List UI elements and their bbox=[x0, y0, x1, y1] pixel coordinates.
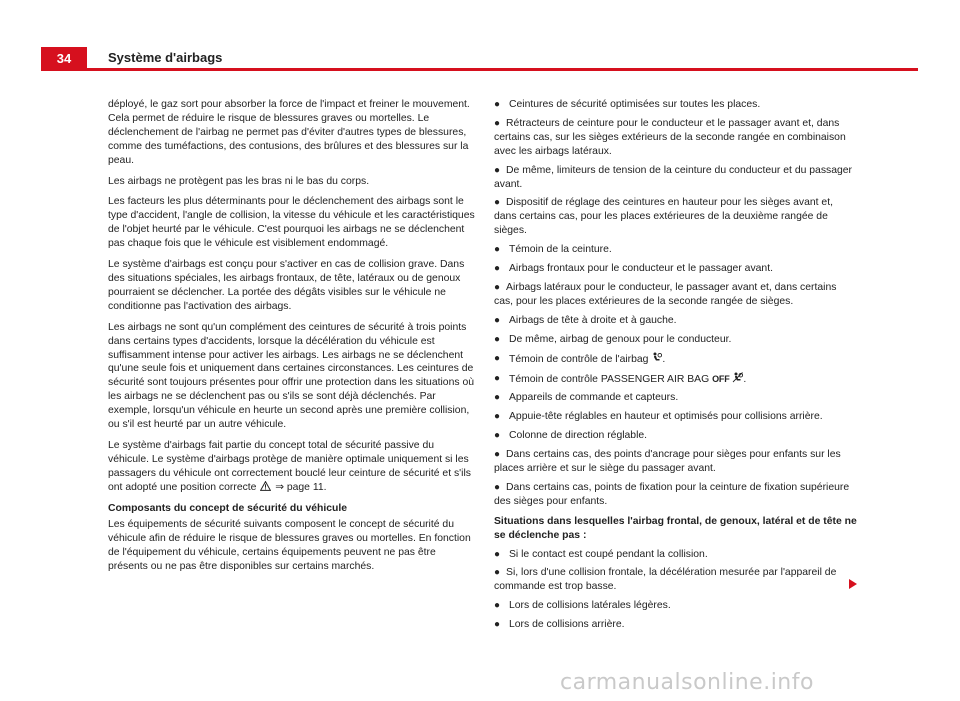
paragraph: Les airbags ne sont qu'un complément des ceintures de sécurité à trois points dans certains types d'accidents, lorsque la décélération du véhicule est suffisamment intense pour activer les airbags. Les airbags ne se déclenchent qu'une seule fois et uniquement dans certaines circonstances. Les ceintures de sécurité sont toujours présentes pour offrir une protection dans les situations où les airbags ne se déclenchent pas ou s'ils se sont déjà déclenchés. Par exemple, lorsqu'un véhicule en heurte un second après une première collision, ou s'il est heurté par un autre véhicule. bbox=[108, 321, 475, 431]
list-item: ● Dans certains cas, des points d'ancrage pour sièges pour enfants sur les places arrière et sur le siège du passager avant. bbox=[494, 449, 841, 475]
continue-arrow-icon bbox=[849, 579, 857, 589]
bullet-icon: ● bbox=[494, 333, 501, 345]
airbag-warning-icon bbox=[651, 352, 662, 363]
list-item: ● Si, lors d'une collision frontale, la décélération mesurée par l'appareil de commande est trop basse. bbox=[494, 567, 837, 593]
list-item: ● Lors de collisions latérales légères. bbox=[494, 600, 671, 612]
bullet-icon: ● bbox=[494, 244, 501, 256]
list-item: ● Dans certains cas, points de fixation pour la ceinture de fixation supérieure des sièges pour enfants. bbox=[494, 481, 850, 507]
list-item: ● Airbags de tête à droite et à gauche. bbox=[494, 314, 677, 326]
bullet-icon: ● bbox=[494, 548, 501, 560]
list-item: ● De même, airbag de genoux pour le conducteur. bbox=[494, 333, 732, 345]
paragraph-text: Le système d'airbags fait partie du concept total de sécurité passive du véhicule. Le système d'airbags protège de manière optimale uniquement si les passagers du véhicule ont correctement bouclé leur ceinture de sécurité et s'ils ont adopté une position correcte bbox=[108, 439, 471, 493]
list-item: ● Rétracteurs de ceinture pour le conducteur et le passager avant et, dans certains cas, sur les sièges extérieurs de la seconde rangée en combinaison avec les airbags latéraux. bbox=[494, 117, 846, 157]
passenger-airbag-off-icon bbox=[732, 372, 743, 383]
bullet-icon: ● bbox=[494, 430, 501, 442]
section-title: Système d'airbags bbox=[108, 50, 223, 65]
bullet-icon: ● bbox=[494, 600, 501, 612]
list-item: ● Appuie-tête réglables en hauteur et optimisés pour collisions arrière. bbox=[494, 411, 823, 423]
paragraph: Les équipements de sécurité suivants composent le concept de sécurité du véhicule afin de réduire le risque de blessures graves ou mortelles. En fonction de l'équipement du véhicule, certains équipements peuvent ne pas être présents ou ne pas être disponibles sur certains marchés. bbox=[108, 519, 471, 573]
watermark: carmanualsonline.info bbox=[560, 670, 814, 695]
list-item-airbag-light: ● Témoin de contrôle de l'airbag . bbox=[494, 352, 666, 365]
bold-heading: Situations dans lesquelles l'airbag frontal, de genoux, latéral et de tête ne se déclenche pas : bbox=[494, 515, 857, 541]
bullet-icon: ● bbox=[494, 372, 501, 384]
bullet-icon: ● bbox=[494, 567, 501, 579]
list-item: ● Si le contact est coupé pendant la collision. bbox=[494, 548, 708, 560]
off-label: OFF bbox=[712, 373, 730, 384]
list-item: ● Airbags frontaux pour le conducteur et le passager avant. bbox=[494, 263, 773, 275]
bullet-icon: ● bbox=[494, 197, 501, 209]
list-item-passenger-airbag-light: ● Témoin de contrôle PASSENGER AIR BAG OFF . bbox=[494, 372, 747, 385]
bullet-icon: ● bbox=[494, 164, 501, 176]
page-number-badge bbox=[41, 47, 87, 71]
page-reference-link[interactable]: ⇒ page 11. bbox=[275, 481, 327, 493]
page-header bbox=[0, 0, 960, 72]
bullet-icon: ● bbox=[494, 449, 501, 461]
list-item: ● Appareils de commande et capteurs. bbox=[494, 392, 679, 404]
list-item: ● De même, limiteurs de tension de la ceinture du conducteur et du passager avant. bbox=[494, 164, 853, 190]
list-item: ● Ceintures de sécurité optimisées sur toutes les places. bbox=[494, 99, 761, 110]
paragraph: déployé, le gaz sort pour absorber la force de l'impact et freiner le mouvement. Cela permet de réduire le risque de blessures graves ou mortelles. Le déclenchement de l'airbag ne permet pas d'éviter d'autres types de blessures, comme des tuméfactions, des contusions, des brûlures et des blessures sur la peau. bbox=[108, 99, 470, 166]
right-column bbox=[494, 98, 858, 637]
list-item: ● Colonne de direction réglable. bbox=[494, 430, 648, 442]
list-item: ● Lors de collisions arrière. bbox=[494, 619, 625, 631]
list-item: ● Dispositif de réglage des ceintures en hauteur pour les sièges avant et, dans certains cas, pour les places extérieures de la deuxième rangée de sièges. bbox=[494, 197, 833, 237]
page-number: 34 bbox=[56, 51, 72, 66]
subheading: Composants du concept de sécurité du véhicule bbox=[108, 502, 348, 514]
list-item: ● Airbags latéraux pour le conducteur, le passager avant et, dans certains cas, pour les places extérieures de la seconde rangée de sièges. bbox=[494, 281, 837, 307]
bullet-icon: ● bbox=[494, 281, 501, 293]
bullet-icon: ● bbox=[494, 411, 501, 423]
component-list bbox=[494, 98, 858, 509]
paragraph: Les airbags ne protègent pas les bras ni le bas du corps. bbox=[108, 175, 370, 187]
paragraph: Les facteurs les plus déterminants pour le déclenchement des airbags sont le type d'accident, l'angle de collision, la vitesse du véhicule et les caractéristiques de l'objet heurté par le véhicule. C'est pourquoi les airbags ne se déclenchent pas chaque fois que le véhicule est visiblement endommagé. bbox=[108, 196, 475, 250]
left-column bbox=[108, 98, 476, 581]
non-deployment-list bbox=[494, 548, 858, 633]
header-rule bbox=[87, 68, 918, 71]
bullet-icon: ● bbox=[494, 481, 501, 493]
bullet-icon: ● bbox=[494, 392, 501, 404]
list-item: ● Témoin de la ceinture. bbox=[494, 244, 612, 256]
bullet-icon: ● bbox=[494, 99, 501, 110]
bullet-icon: ● bbox=[494, 117, 501, 129]
bullet-icon: ● bbox=[494, 314, 501, 326]
paragraph: Le système d'airbags est conçu pour s'activer en cas de collision grave. Dans des situations spéciales, les airbags frontaux, de tête, latéraux ou de genoux pourraient se déclencher. La portée des dégâts visibles sur le véhicule ne conditionne pas l'activation des airbags. bbox=[108, 259, 465, 312]
bullet-icon: ● bbox=[494, 619, 501, 631]
paragraph-with-reference bbox=[108, 439, 476, 495]
bullet-icon: ● bbox=[494, 352, 501, 364]
warning-triangle-icon bbox=[260, 481, 271, 491]
bullet-icon: ● bbox=[494, 263, 501, 275]
